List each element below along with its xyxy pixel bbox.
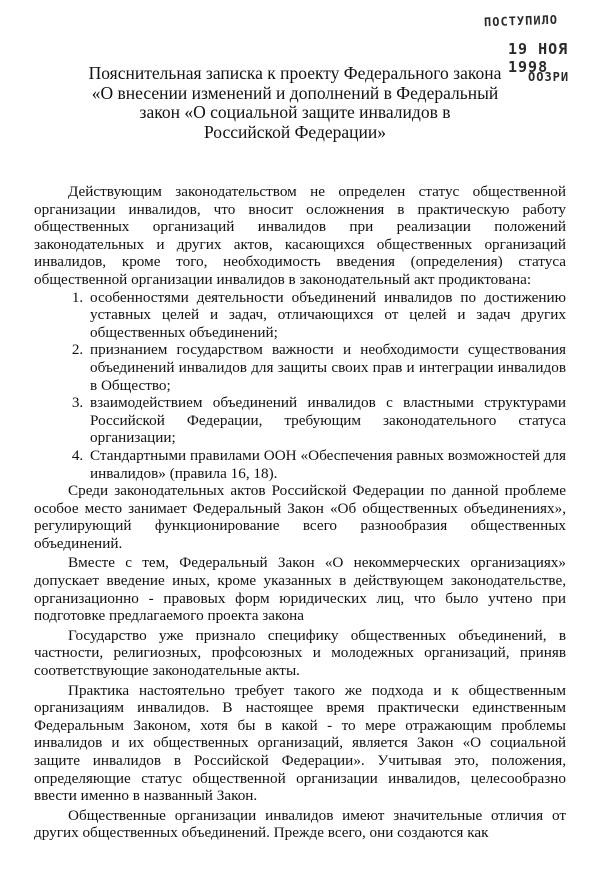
paragraph-state-recognition: Государство уже признало специфику общественных объединений, в частности, религиозных, профсоюзных и молодежных организаций, приняв соответствующие законодательные акты. [34, 626, 566, 680]
title-line-2: «О внесении изменений и дополнений в Федеральный [91, 82, 499, 103]
paragraph-differences: Общественные организации инвалидов имеют значительные отличия от других общественных объединений. Прежде всего, они создаются как [34, 806, 566, 842]
paragraph-intro: Действующим законодательством не определен статус общественной организации инвалидов, что вносит осложнения в практическую работу общественных организаций инвалидов при реализации положений законодательных и других актов, касающихся общественных организаций инвалидов, кроме того, необходимость введения (определения) статуса общественной организации инвалидов в законодательный акт продиктована: [34, 183, 566, 288]
paragraph-noncommercial: Вместе с тем, Федеральный Закон «О некоммерческих организациях» допускает введение иных, кроме указанных в действующем законодательстве, организационно - правовых форм юридических лиц, что было учтено при подготовке предлагаемого проекта закона [34, 554, 566, 625]
paragraph-public-associations: Среди законодательных актов Российской Федерации по данной проблеме особое место занимает Федеральный Закон «Об общественных объединениях», регулирующий функционирование всего разнообразия общественных объединений. [34, 482, 566, 552]
title-line-4: Российской Федерации» [203, 121, 386, 142]
paragraph-practice: Практика настоятельно требует такого же подхода и к общественным организациям инвалидов. В настоящее время практически единственным Федеральным Законом, хотя бы в какой - то мере отражающим проблемы инвалидов и их общественных организаций, является Закон «О социальной защите инвалидов в Российской Федерации». Учитывая это, положения, определяющие статус общественной организации инвалидов, целесообразно ввести именно в названный Закон. [34, 681, 566, 805]
document-body [34, 183, 566, 842]
stamp-office: ООЗРИ [528, 70, 570, 84]
document-title [60, 64, 530, 142]
list-item: 2. признанием государством важности и необходимости существования объединений инвалидов для защиты своих прав и интеграции инвалидов в Общество; [87, 341, 566, 394]
list-item: 3. взаимодействием объединений инвалидов с властными структурами Российской Федерации, требующим законодательного статуса организации; [87, 394, 566, 447]
list-item: 1. особенностями деятельности объединений инвалидов по достижению уставных целей и задач, отличающихся от целей и задач других общественных объединений; [87, 289, 566, 342]
reasons-list [34, 289, 566, 483]
stamp-received: ПОСТУПИЛО [483, 12, 559, 30]
title-line-3: закон «О социальной защите инвалидов в [139, 102, 451, 122]
title-line-1: Пояснительная записка к проекту Федерального закона [88, 63, 502, 83]
list-item: 4. Стандартными правилами ООН «Обеспечения равных возможностей для инвалидов» (правила 16, 18). [87, 447, 566, 482]
stamp-date: 19 НОЯ 1998 [508, 40, 569, 76]
